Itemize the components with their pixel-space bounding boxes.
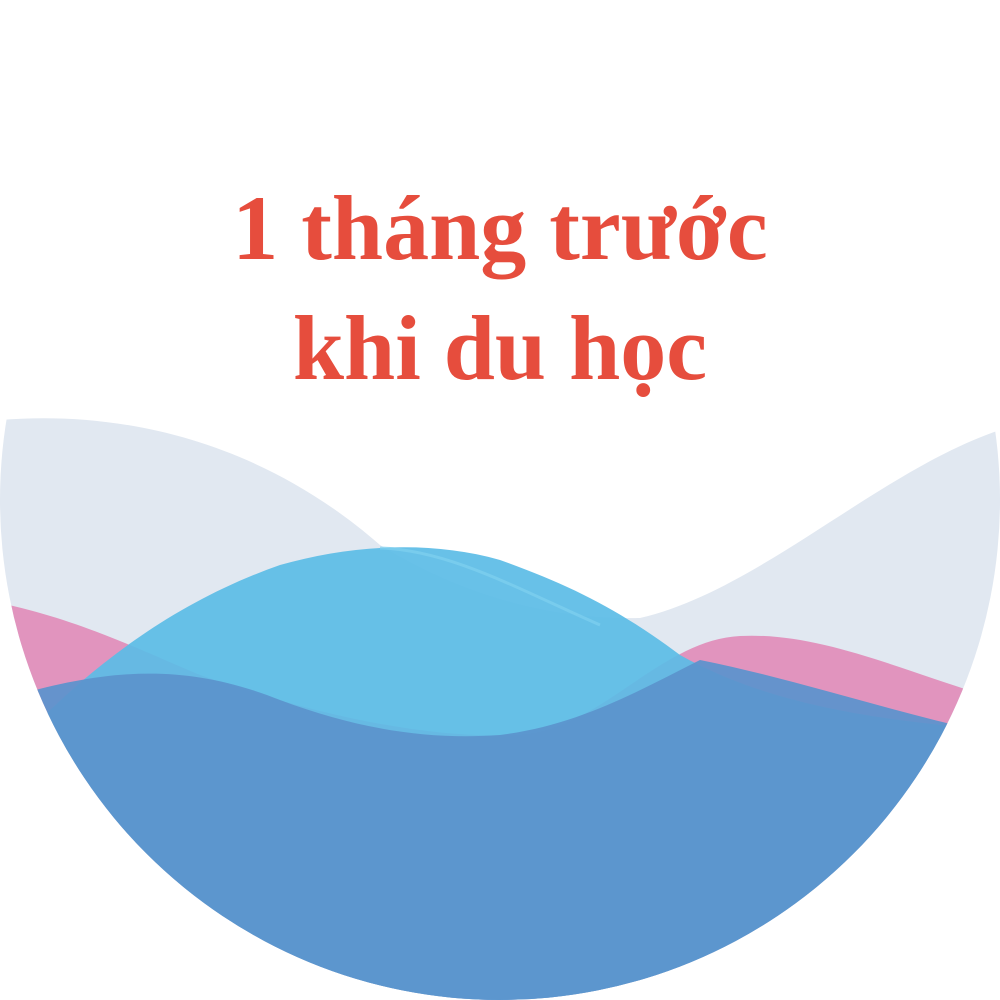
page-title bbox=[0, 168, 1000, 408]
title-line-1: 1 tháng trước bbox=[232, 177, 768, 279]
title-line-2: khi du học bbox=[292, 297, 708, 399]
